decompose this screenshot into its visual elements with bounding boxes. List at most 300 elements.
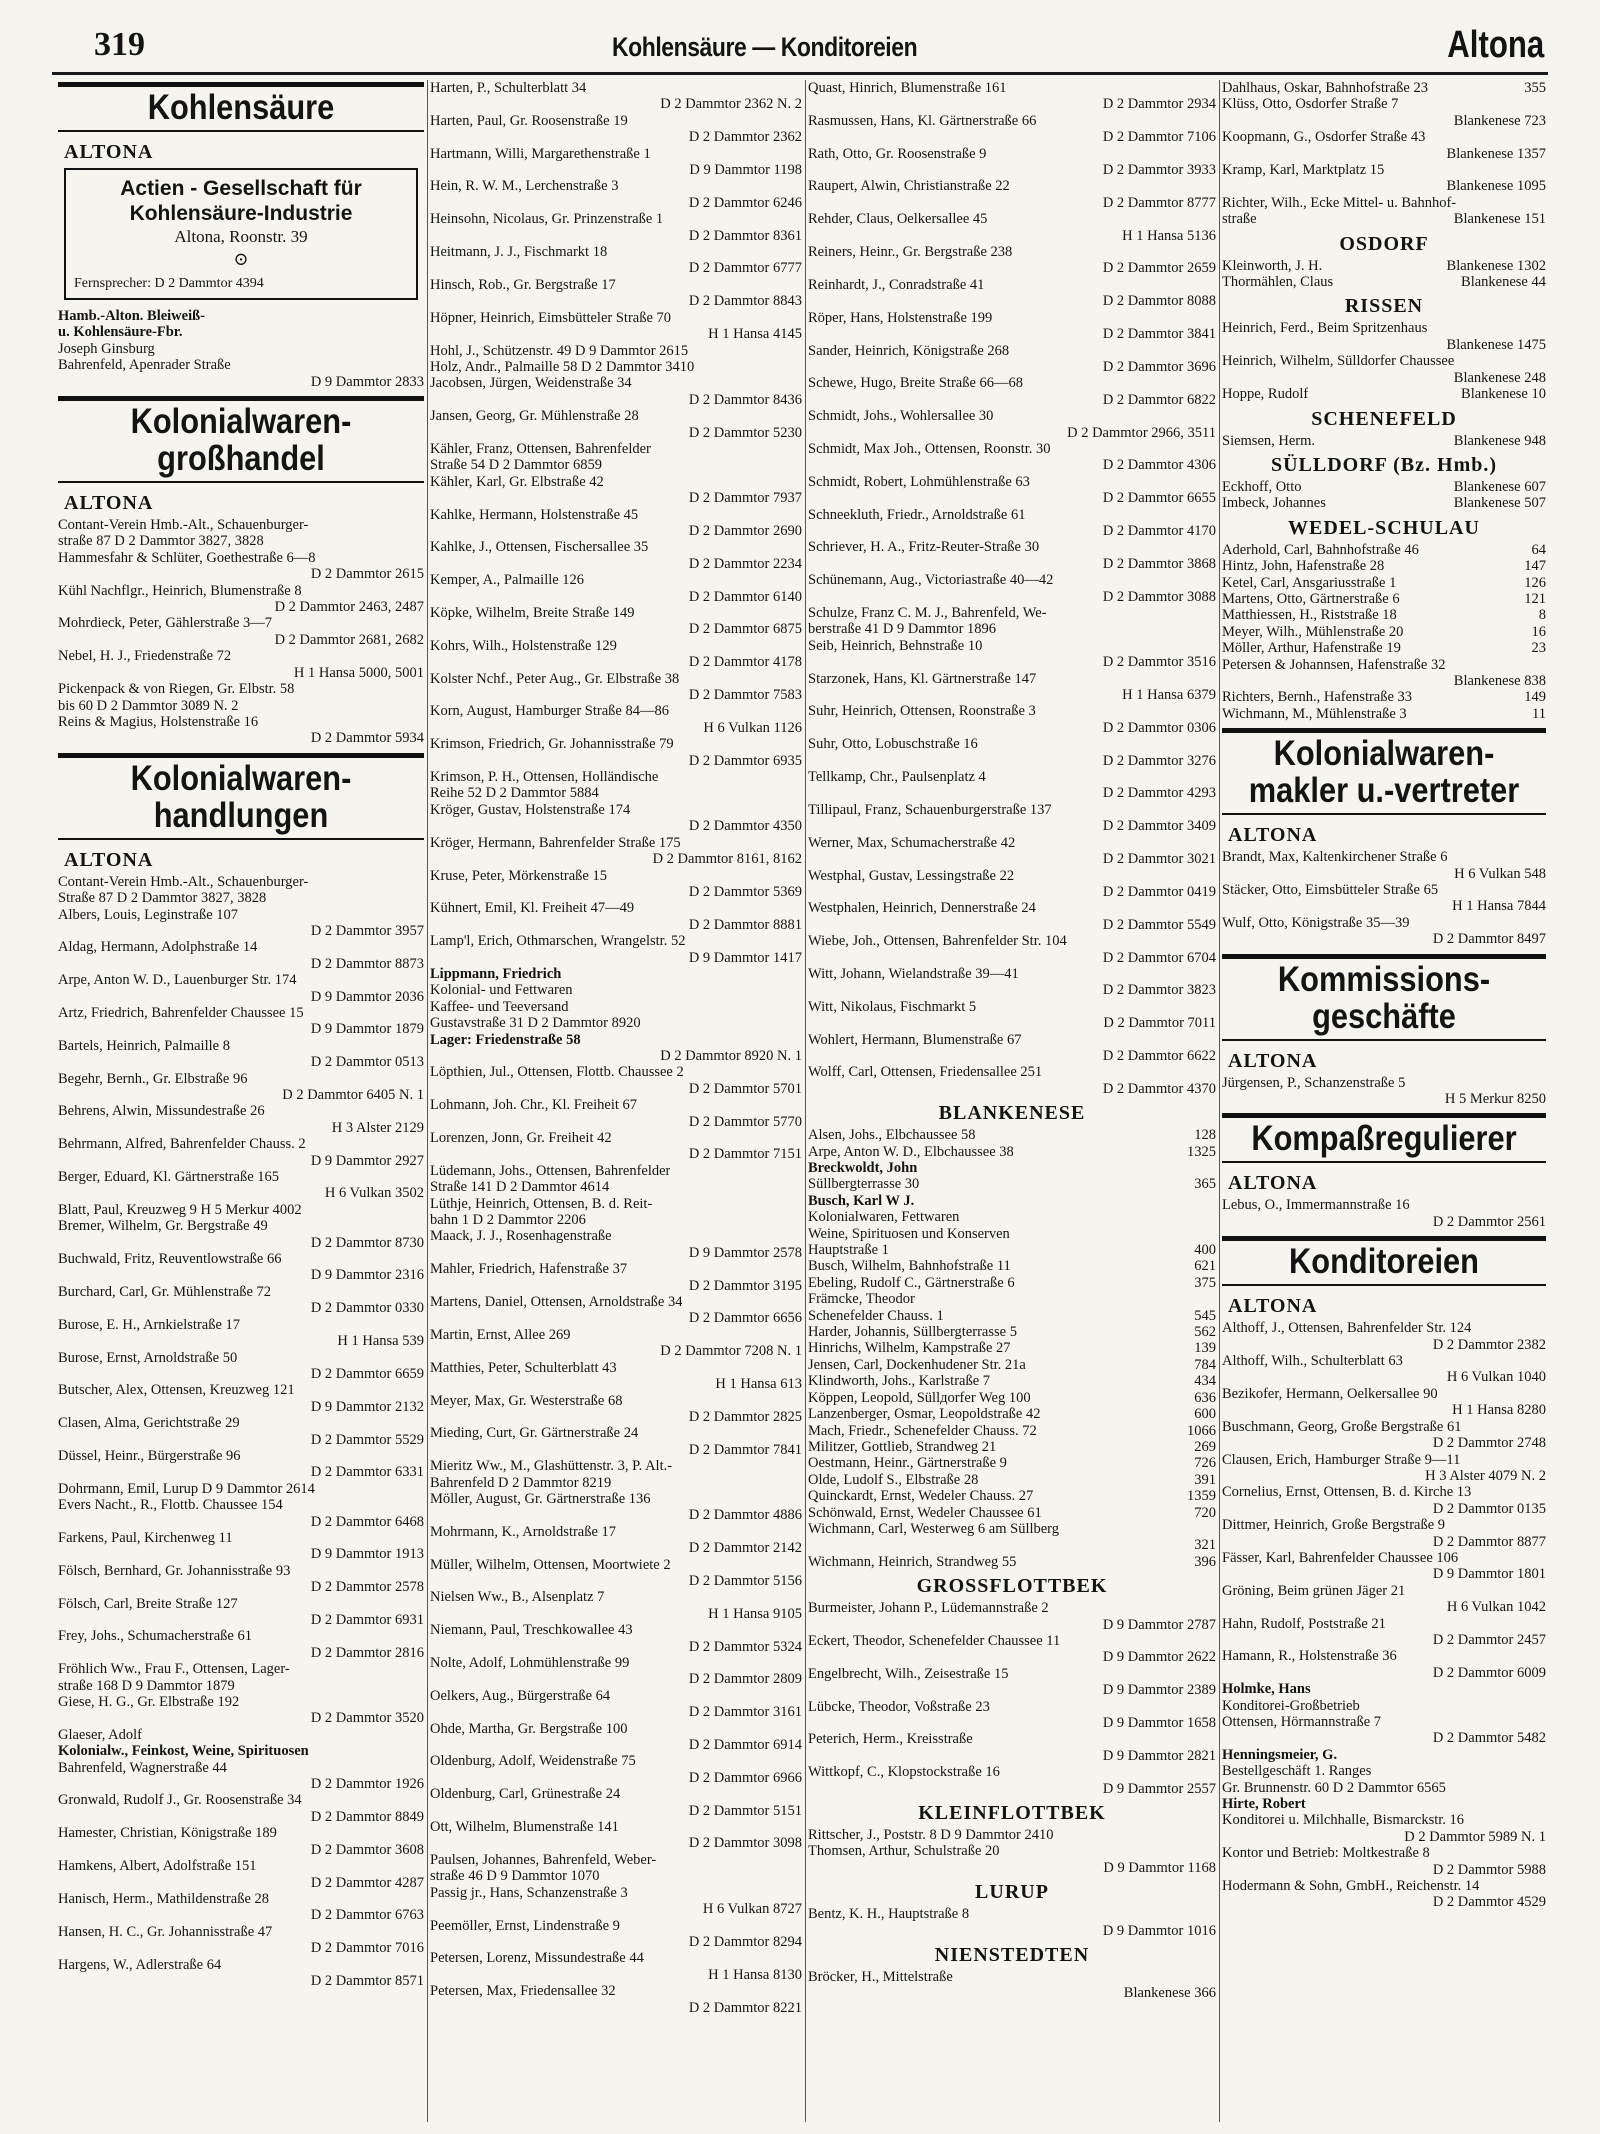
ad-phone: Fernsprecher: D 2 Dammtor 4394: [74, 276, 264, 291]
directory-entry: [1222, 178, 1546, 194]
entry-name: Olde, Ludolf S., Elbstraße 28: [808, 1471, 979, 1488]
entry-name: Schmidt, Max Joh., Ottensen, Roonstr. 30: [808, 440, 1051, 457]
entry-name: Kaffee- und Teeversand: [430, 998, 569, 1015]
directory-entry: [430, 999, 802, 1015]
entry-phone: D 2 Dammtor 5701: [688, 1080, 802, 1097]
entry-list: [808, 80, 1216, 1097]
directory-entry: [430, 785, 802, 801]
directory-entry: [58, 1530, 424, 1546]
entry-name: Hauptstraße 1: [808, 1242, 889, 1259]
entry-phone: D 2 Dammtor 5156: [688, 1572, 802, 1589]
entry-name: Giese, H. G., Gr. Elbstraße 192: [58, 1694, 240, 1711]
entry-phone: D 2 Dammtor 8873: [310, 955, 424, 972]
entry-name: Clasen, Alma, Gerichtstraße 29: [58, 1415, 240, 1432]
range-header: Kohlensäure — Konditoreien: [612, 32, 918, 62]
directory-entry: [430, 884, 802, 900]
entry-name: Mach, Friedr., Schenefelder Chauss. 72: [808, 1422, 1037, 1439]
entry-name: Hintz, John, Hafenstraße 28: [1222, 558, 1385, 575]
directory-entry: [808, 1764, 1216, 1780]
directory-entry: [58, 1103, 424, 1119]
directory-entry: [430, 769, 802, 785]
section-heading: WEDEL-SCHULAU: [1288, 516, 1480, 539]
entry-name: Kontor und Betrieb: Moltkestraße 8: [1222, 1845, 1430, 1862]
entry-name: Bezikofer, Hermann, Oelkersallee 90: [1222, 1385, 1438, 1402]
directory-entry: [430, 1294, 802, 1310]
entry-name: Passig jr., Hans, Schanzenstraße 3: [430, 1884, 628, 1901]
directory-entry: [1222, 640, 1546, 656]
town-header: Altona: [1447, 24, 1544, 66]
directory-entry: [1222, 1878, 1546, 1894]
entry-list: [430, 80, 802, 2016]
entry-phone: D 2 Dammtor 2809: [688, 1671, 802, 1688]
directory-entry: [1222, 146, 1546, 162]
directory-entry: [430, 1950, 802, 1966]
directory-entry: [58, 1481, 424, 1497]
directory-entry: [808, 1127, 1216, 1143]
entry-phone: D 2 Dammtor 2681, 2682: [274, 631, 424, 648]
entry-name: Schenefelder Chauss. 1: [808, 1307, 944, 1324]
directory-entry: [430, 1704, 802, 1720]
entry-name: Berger, Eduard, Kl. Gärtnerstraße 165: [58, 1169, 280, 1186]
directory-entry: [1222, 1730, 1546, 1746]
entry-name: Gronwald, Rudolf J., Gr. Roosenstraße 34: [58, 1792, 302, 1809]
directory-entry: [1222, 353, 1546, 369]
entry-phone: D 2 Dammtor 2362 N. 2: [660, 96, 802, 113]
directory-entry: [808, 900, 1216, 916]
entry-name: Nolte, Adolf, Lohmühlenstraße 99: [430, 1655, 630, 1671]
directory-entry: [430, 146, 802, 162]
section-heading: ALTONA: [1228, 1172, 1318, 1195]
directory-entry: [58, 1054, 424, 1070]
entry-name: Oestmann, Heinr., Gärtnerstraße 9: [808, 1455, 1007, 1472]
column-divider: [805, 80, 806, 2122]
entry-list: [808, 1600, 1216, 1797]
directory-entry: [58, 698, 424, 714]
entry-name: Richter, Wilh., Ecke Mittel- u. Bahnhof-: [1222, 194, 1457, 211]
entry-name: Heitmann, J. J., Fischmarkt 18: [430, 244, 608, 261]
entry-phone: D 2 Dammtor 8843: [688, 293, 802, 310]
entry-name: Witt, Nikolaus, Fischmarkt 5: [808, 998, 977, 1015]
directory-entry: [808, 1258, 1216, 1274]
entry-name: Ketel, Carl, Ansgariusstraße 1: [1222, 574, 1397, 591]
column-divider: [1219, 80, 1220, 2122]
directory-entry: [430, 671, 802, 687]
directory-entry: [808, 244, 1216, 260]
directory-entry: [808, 1406, 1216, 1422]
directory-entry: [430, 1967, 802, 1983]
entry-phone: D 2 Dammtor 2142: [688, 1540, 802, 1557]
entry-phone: D 2 Dammtor 7937: [688, 490, 802, 507]
entry-phone: D 2 Dammtor 8436: [688, 391, 802, 408]
entry-name: Meyer, Wilh., Mühlenstraße 20: [1222, 623, 1404, 640]
entry-name: Martens, Daniel, Ottensen, Arnoldstraße 34: [430, 1294, 683, 1311]
entry-name: Kahlke, J., Ottensen, Fischersallee 35: [430, 539, 649, 556]
directory-entry: [808, 359, 1216, 375]
directory-entry: [1222, 1632, 1546, 1648]
entry-name: Sander, Heinrich, Königstraße 268: [808, 342, 1010, 359]
directory-entry: [1222, 1435, 1546, 1451]
directory-entry: [808, 129, 1216, 145]
directory-entry: [1222, 129, 1546, 145]
entry-phone: H 6 Vulkan 8727: [702, 1901, 802, 1918]
directory-entry: [1222, 1566, 1546, 1582]
directory-entry: [58, 1678, 424, 1694]
entry-phone: D 2 Dammtor 8294: [688, 1933, 802, 1950]
directory-entry: [1222, 113, 1546, 129]
entry-name: Wiebe, Joh., Ottensen, Bahrenfelder Str. 104: [808, 933, 1067, 950]
directory-entry: [808, 556, 1216, 572]
directory-entry: [430, 1212, 802, 1228]
directory-entry: [58, 1907, 424, 1923]
directory-entry: [808, 769, 1216, 785]
directory-entry: [808, 589, 1216, 605]
directory-entry: [58, 956, 424, 972]
directory-entry: [808, 343, 1216, 359]
entry-name: Mahler, Friedrich, Hafenstraße 37: [430, 1261, 628, 1278]
entry-name: Burose, E. H., Arnkielstraße 17: [58, 1316, 241, 1333]
entry-name: Harten, Paul, Gr. Roosenstraße 19: [430, 112, 628, 129]
entry-phone: 391: [1194, 1471, 1216, 1488]
directory-entry: [808, 671, 1216, 687]
directory-entry: [58, 1694, 424, 1710]
directory-entry: [808, 638, 1216, 654]
entry-name: Burmeister, Johann P., Lüdemannstraße 2: [808, 1600, 1049, 1617]
entry-name: Suhr, Otto, Lobuschstraße 16: [808, 736, 978, 753]
directory-entry: [58, 341, 424, 357]
directory-entry: [58, 1563, 424, 1579]
directory-entry: [58, 1185, 424, 1201]
entry-phone: D 2 Dammtor 0306: [1102, 719, 1216, 736]
directory-entry: [430, 1146, 802, 1162]
entry-name: Schmidt, Johs., Wohlersallee 30: [808, 408, 994, 425]
directory-entry: [1222, 1583, 1546, 1599]
directory-entry: [58, 730, 424, 746]
directory-entry: [430, 129, 802, 145]
directory-entry: [430, 1540, 802, 1556]
directory-entry: [430, 523, 802, 539]
directory-entry: [58, 1842, 424, 1858]
entry-phone: D 9 Dammtor 2622: [1102, 1649, 1216, 1666]
entry-name: Weine, Spirituosen und Konserven: [808, 1225, 1010, 1242]
entry-name: Straße 87 D 2 Dammtor 3827, 3828: [58, 890, 267, 907]
entry-phone: 545: [1194, 1307, 1216, 1324]
directory-entry: [1222, 1862, 1546, 1878]
entry-phone: D 2 Dammtor 3608: [310, 1841, 424, 1858]
entry-phone: D 9 Dammtor 1801: [1432, 1566, 1546, 1583]
entry-name: Evers Nacht., R., Flottb. Chaussee 154: [58, 1497, 283, 1514]
directory-entry: [1222, 274, 1546, 290]
directory-entry: [430, 359, 802, 375]
entry-phone: H 5 Merkur 8250: [1444, 1091, 1546, 1108]
directory-page: [52, 22, 1548, 2122]
entry-name: u. Kohlensäure-Fbr.: [58, 324, 183, 341]
entry-phone: D 2 Dammtor 5230: [688, 424, 802, 441]
entry-phone: D 2 Dammtor 3021: [1102, 851, 1216, 868]
columns: [52, 80, 1548, 2122]
directory-entry: [430, 1753, 802, 1769]
directory-entry: [430, 1885, 802, 1901]
directory-entry: [808, 523, 1216, 539]
entry-phone: D 2 Dammtor 5934: [310, 730, 424, 747]
entry-name: Lippmann, Friedrich: [430, 965, 562, 982]
ad-line: Actien - Gesellschaft für: [120, 177, 362, 200]
entry-name: Oldenburg, Carl, Grünestraße 24: [430, 1786, 621, 1803]
entry-phone: D 2 Dammtor 5324: [688, 1638, 802, 1655]
directory-entry: [808, 753, 1216, 769]
directory-entry: [1222, 1468, 1546, 1484]
directory-entry: [430, 1983, 802, 1999]
entry-name: Bröcker, H., Mittelstraße: [808, 1969, 953, 1986]
entry-name: Reinhardt, J., Conradstraße 41: [808, 276, 985, 293]
directory-entry: [58, 566, 424, 582]
section-heading: ALTONA: [1228, 824, 1318, 847]
directory-entry: [1222, 1780, 1546, 1796]
entry-name: Konditorei-Großbetrieb: [1222, 1697, 1360, 1714]
section-heading: SCHENEFELD: [1311, 407, 1457, 430]
section-heading: SÜLLDORF (Bz. Hmb.): [1270, 453, 1498, 476]
entry-name: Röper, Hans, Holstenstraße 199: [808, 309, 993, 326]
entry-phone: D 2 Dammtor 3195: [688, 1277, 802, 1294]
directory-entry: [808, 966, 1216, 982]
entry-phone: D 2 Dammtor 8920 N. 1: [660, 1047, 802, 1064]
directory-entry: [58, 1087, 424, 1103]
directory-entry: [430, 1655, 802, 1671]
entry-name: berstraße 41 D 9 Dammtor 1896: [808, 621, 997, 638]
entry-name: Bentz, K. H., Hauptstraße 8: [808, 1906, 970, 1923]
entry-name: straße 87 D 2 Dammtor 3827, 3828: [58, 533, 264, 550]
entry-phone: H 1 Hansa 4145: [708, 326, 802, 343]
page-number: 319: [94, 26, 145, 63]
entry-phone: Blankenese 948: [1453, 432, 1546, 449]
directory-entry: [58, 907, 424, 923]
directory-entry: [808, 375, 1216, 391]
directory-entry: [808, 80, 1216, 96]
entry-phone: D 2 Dammtor 2659: [1102, 260, 1216, 277]
directory-entry: [430, 1901, 802, 1917]
entry-name: Tellkamp, Chr., Paulsenplatz 4: [808, 769, 986, 786]
entry-phone: D 2 Dammtor 3276: [1102, 752, 1216, 769]
entry-name: Quast, Hinrich, Blumenstraße 161: [808, 80, 1007, 96]
entry-name: Stäcker, Otto, Eimsbütteler Straße 65: [1222, 882, 1439, 898]
section-heading: LURUP: [975, 1881, 1049, 1904]
entry-name: Jacobsen, Jürgen, Weidenstraße 34: [430, 375, 632, 392]
entry-name: Kramp, Karl, Marktplatz 15: [1222, 162, 1385, 179]
directory-entry: [808, 884, 1216, 900]
entry-phone: 23: [1531, 640, 1546, 657]
entry-name: Artz, Friedrich, Bahrenfelder Chaussee 15: [58, 1004, 304, 1021]
entry-phone: D 2 Dammtor 0330: [310, 1300, 424, 1317]
entry-name: Bahrenfeld D 2 Dammtor 8219: [430, 1474, 612, 1491]
directory-entry: [430, 1376, 802, 1392]
directory-entry: [808, 851, 1216, 867]
directory-entry: [58, 1317, 424, 1333]
section-heading: ALTONA: [64, 141, 154, 163]
directory-entry: [58, 1858, 424, 1874]
directory-entry: [1222, 1894, 1546, 1910]
entry-name: Rehder, Claus, Oelkersallee 45: [808, 211, 988, 228]
directory-entry: [1222, 1517, 1546, 1533]
entry-phone: D 2 Dammtor 8730: [310, 1234, 424, 1251]
entry-name: Höpner, Heinrich, Eimsbütteler Straße 70: [430, 309, 672, 326]
entry-name: straße 46 D 9 Dammtor 1070: [430, 1868, 600, 1885]
entry-phone: D 2 Dammtor 5770: [688, 1113, 802, 1130]
directory-entry: [430, 900, 802, 916]
directory-entry: [58, 1021, 424, 1037]
directory-entry: [808, 1455, 1216, 1471]
entry-name: Kühl Nachflgr., Heinrich, Blumenstraße 8: [58, 582, 302, 599]
entry-name: Konditorei u. Milchhalle, Bismarckstr. 16: [1222, 1812, 1465, 1829]
directory-entry: [1222, 689, 1546, 705]
entry-name: Althoff, Wilh., Schulterblatt 63: [1222, 1353, 1403, 1370]
entry-phone: D 2 Dammtor 4350: [688, 818, 802, 835]
entry-name: Niemann, Paul, Treschkowallee 43: [430, 1622, 633, 1639]
entry-phone: D 2 Dammtor 2690: [688, 522, 802, 539]
entry-name: Engelbrecht, Wilh., Zeisestraße 15: [808, 1665, 1009, 1682]
entry-phone: D 2 Dammtor 8849: [310, 1808, 424, 1825]
directory-entry: [58, 1267, 424, 1283]
entry-phone: D 9 Dammtor 2833: [310, 373, 424, 390]
directory-entry: [1222, 1419, 1546, 1435]
directory-entry: [430, 162, 802, 178]
directory-entry: [808, 457, 1216, 473]
directory-entry: [1222, 866, 1546, 882]
entry-name: Wichmann, Heinrich, Strandweg 55: [808, 1553, 1017, 1570]
entry-name: Kolonialw., Feinkost, Weine, Spirituosen: [58, 1743, 309, 1760]
directory-entry: [808, 113, 1216, 129]
directory-entry: [430, 1589, 802, 1605]
entry-phone: 8: [1538, 607, 1546, 624]
directory-entry: [430, 933, 802, 949]
entry-list: [1222, 1320, 1546, 1911]
entry-phone: D 2 Dammtor 2463, 2487: [274, 599, 424, 616]
entry-phone: 434: [1194, 1373, 1216, 1390]
entry-name: Arpe, Anton W. D., Elbchaussee 38: [808, 1143, 1014, 1160]
directory-entry: [430, 1081, 802, 1097]
directory-entry: [808, 1617, 1216, 1633]
entry-name: Harten, P., Schulterblatt 34: [430, 80, 587, 96]
entry-phone: D 2 Dammtor 6246: [688, 194, 802, 211]
entry-phone: D 2 Dammtor 3933: [1102, 162, 1216, 179]
directory-entry: [1222, 1714, 1546, 1730]
entry-name: Arpe, Anton W. D., Lauenburger Str. 174: [58, 972, 297, 989]
entry-phone: 1066: [1187, 1422, 1216, 1439]
entry-phone: D 2 Dammtor 2816: [310, 1644, 424, 1661]
entry-phone: D 2 Dammtor 6331: [310, 1464, 424, 1481]
entry-phone: 321: [1194, 1537, 1216, 1554]
directory-entry: [808, 703, 1216, 719]
entry-name: Hirte, Robert: [1222, 1796, 1306, 1813]
entry-name: Starzonek, Hans, Kl. Gärtnerstraße 147: [808, 670, 1037, 687]
directory-entry: [58, 1875, 424, 1891]
entry-name: Heinrich, Ferd., Beim Spritzenhaus: [1222, 320, 1428, 337]
entry-name: Westphal, Gustav, Lessingstraße 22: [808, 867, 1015, 884]
entry-name: bahn 1 D 2 Dammtor 2206: [430, 1212, 586, 1229]
directory-entry: [1222, 433, 1546, 449]
entry-name: Kähler, Karl, Gr. Elbstraße 42: [430, 473, 604, 490]
entry-name: Hodermann & Sohn, GmbH., Reichenstr. 14: [1222, 1878, 1480, 1895]
entry-name: Nebel, H. J., Friedenstraße 72: [58, 648, 232, 665]
directory-entry: [430, 507, 802, 523]
entry-name: Müller, Wilhelm, Ottensen, Moortwiete 2: [430, 1556, 671, 1573]
entry-phone: D 2 Dammtor 5988: [1432, 1861, 1546, 1878]
entry-phone: D 2 Dammtor 4287: [310, 1874, 424, 1891]
ad-address: Altona, Roonstr. 39: [174, 227, 308, 246]
entry-phone: D 2 Dammtor 5369: [688, 883, 802, 900]
entry-phone: D 2 Dammtor 8161, 8162: [652, 851, 802, 868]
directory-entry: [1222, 1402, 1546, 1418]
entry-phone: 11: [1532, 705, 1546, 722]
directory-entry: [430, 736, 802, 752]
directory-entry: [58, 1136, 424, 1152]
entry-name: straße 168 D 9 Dammtor 1879: [58, 1677, 235, 1694]
entry-phone: D 2 Dammtor 3088: [1102, 588, 1216, 605]
entry-phone: D 2 Dammtor 0419: [1102, 883, 1216, 900]
directory-entry: [58, 1776, 424, 1792]
directory-entry: [808, 178, 1216, 194]
directory-entry: [430, 982, 802, 998]
directory-entry: [58, 1596, 424, 1612]
entry-name: Ebeling, Rudolf C., Gärtnerstraße 6: [808, 1274, 1015, 1291]
directory-entry: [58, 923, 424, 939]
directory-entry: [430, 310, 802, 326]
entry-phone: D 2 Dammtor 4529: [1432, 1894, 1546, 1911]
directory-entry: [808, 146, 1216, 162]
entry-phone: D 2 Dammtor 6468: [310, 1513, 424, 1530]
directory-entry: [58, 1300, 424, 1316]
entry-name: Lohmann, Joh. Chr., Kl. Freiheit 67: [430, 1097, 638, 1114]
entry-name: Kemper, A., Palmaille 126: [430, 572, 585, 589]
directory-entry: [808, 490, 1216, 506]
entry-name: Gröning, Beim grünen Jäger 21: [1222, 1582, 1406, 1599]
directory-entry: [430, 1228, 802, 1244]
entry-phone: D 9 Dammtor 1913: [310, 1546, 424, 1563]
entry-phone: H 6 Vulkan 1126: [703, 719, 802, 736]
entry-phone: D 2 Dammtor 6009: [1432, 1664, 1546, 1681]
directory-entry: [58, 1661, 424, 1677]
directory-entry: [58, 1366, 424, 1382]
directory-entry: [430, 1327, 802, 1343]
entry-name: Aderhold, Carl, Bahnhofstraße 46: [1222, 541, 1419, 558]
entry-phone: D 2 Dammtor 4178: [688, 654, 802, 671]
directory-entry: [430, 1310, 802, 1326]
directory-entry: [1222, 1320, 1546, 1336]
entry-phone: D 2 Dammtor 3520: [310, 1710, 424, 1727]
entry-phone: D 2 Dammtor 6622: [1102, 1047, 1216, 1064]
entry-name: Främcke, Theodor: [808, 1291, 915, 1308]
entry-list: [58, 874, 424, 1990]
directory-entry: [58, 533, 424, 549]
entry-list: [58, 517, 424, 747]
entry-phone: D 2 Dammtor 8361: [688, 227, 802, 244]
directory-entry: [430, 96, 802, 112]
directory-entry: [58, 1333, 424, 1349]
entry-phone: Blankenese 607: [1453, 478, 1546, 495]
entry-name: Albers, Louis, Leginstraße 107: [58, 906, 239, 923]
directory-entry: [430, 1622, 802, 1638]
entry-name: Kröger, Gustav, Holstenstraße 174: [430, 801, 631, 818]
directory-entry: [430, 260, 802, 276]
entry-phone: D 2 Dammtor 3409: [1102, 818, 1216, 835]
entry-phone: Blankenese 1095: [1446, 178, 1546, 195]
directory-entry: [430, 572, 802, 588]
directory-entry: [58, 1546, 424, 1562]
directory-entry: [430, 835, 802, 851]
entry-name: Fröhlich Ww., Frau F., Ottensen, Lager-: [58, 1661, 290, 1678]
entry-name: Kolonial- und Fettwaren: [430, 982, 573, 999]
column-1: [58, 80, 424, 2122]
entry-phone: D 2 Dammtor 2578: [310, 1579, 424, 1596]
entry-phone: D 9 Dammtor 2578: [688, 1244, 802, 1261]
